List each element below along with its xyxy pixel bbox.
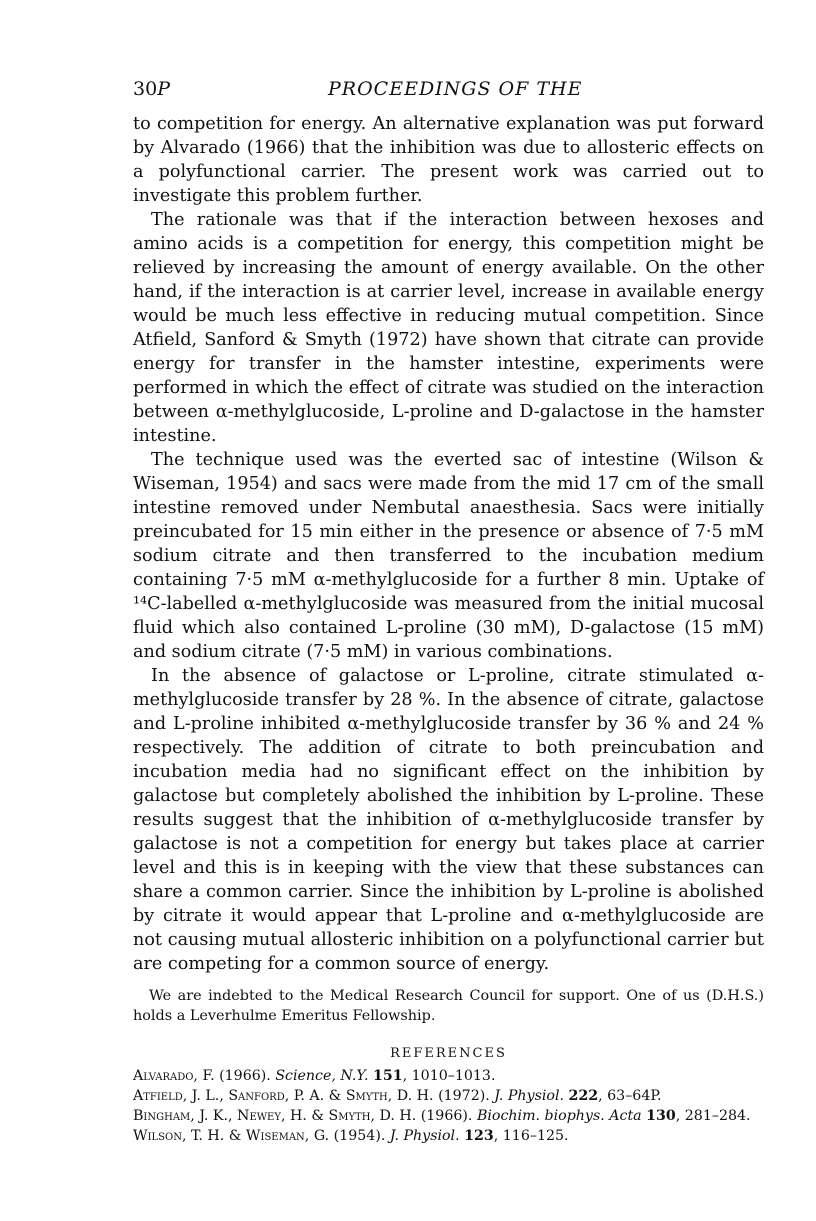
reference-item: Bingham, J. K., Newey, H. & Smyth, D. H. (1966). Biochim. biophys. Acta 130, 281–284. bbox=[133, 1108, 751, 1124]
page-number: 30P bbox=[133, 78, 170, 100]
running-title: PROCEEDINGS OF THE bbox=[328, 78, 583, 100]
article-body bbox=[133, 112, 764, 976]
reference-item: Atfield, J. L., Sanford, P. A. & Smyth, D. H. (1972). J. Physiol. 222, 63–64P. bbox=[133, 1088, 662, 1104]
paragraph-4: In the absence of galactose or L-proline, citrate stimulated α-methylglucoside transfer by 28 %. In the absence of citrate, galactose and L-proline inhibited α-methylglucoside transfer by 36 % and 24 % respectively. The addition of citrate to both preincubation and incubation media had no significant effect on the inhibition by galactose but completely abolished the inhibition by L-proline. These results suggest that the inhibition of α-methylglucoside transfer by galactose is not a competition for energy but takes place at carrier level and this is in keeping with the view that these substances can share a common carrier. Since the inhibition by L-proline is abolished by citrate it would appear that L-proline and α-methylglucoside are not causing mutual allosteric inhibition on a polyfunctional carrier but are competing for a common source of energy. bbox=[133, 666, 764, 974]
reference-item: Wilson, T. H. & Wiseman, G. (1954). J. Physiol. 123, 116–125. bbox=[133, 1128, 569, 1144]
acknowledgement: We are indebted to the Medical Research Council for support. One of us (D.H.S.) holds a Leverhulme Emeritus Fellowship. bbox=[133, 988, 764, 1024]
reference-item: Alvarado, F. (1966). Science, N.Y. 151, 1010–1013. bbox=[133, 1068, 496, 1084]
page bbox=[133, 78, 764, 1146]
paragraph-3: The technique used was the everted sac of intestine (Wilson & Wiseman, 1954) and sacs were made from the mid 17 cm of the small intestine removed under Nembutal anaesthesia. Sacs were initially preincubated for 15 min either in the presence or absence of 7·5 mM sodium citrate and then transferred to the incubation medium containing 7·5 mM α-methylglucoside for a further 8 min. Uptake of ¹⁴C-labelled α-methylglucoside was measured from the initial mucosal fluid which also contained L-proline (30 mM), D-galactose (15 mM) and sodium citrate (7·5 mM) in various combinations. bbox=[133, 450, 764, 662]
paragraph-1: to competition for energy. An alternative explanation was put forward by Alvarado (1966) that the inhibition was due to allosteric effects on a polyfunctional carrier. The present work was carried out to investigate this problem further. bbox=[133, 114, 764, 206]
paragraph-2: The rationale was that if the interaction between hexoses and amino acids is a competition for energy, this competition might be relieved by increasing the amount of energy available. On the other hand, if the interaction is at carrier level, increase in available energy would be much less effective in reducing mutual competition. Since Atfield, Sanford & Smyth (1972) have shown that citrate can provide energy for transfer in the hamster intestine, experiments were performed in which the effect of citrate was studied on the interaction between α-methylglucoside, L-proline and D-galactose in the hamster intestine. bbox=[133, 210, 764, 446]
running-header bbox=[133, 78, 764, 112]
reference-list bbox=[133, 1066, 764, 1146]
references-heading: REFERENCES bbox=[390, 1046, 507, 1061]
